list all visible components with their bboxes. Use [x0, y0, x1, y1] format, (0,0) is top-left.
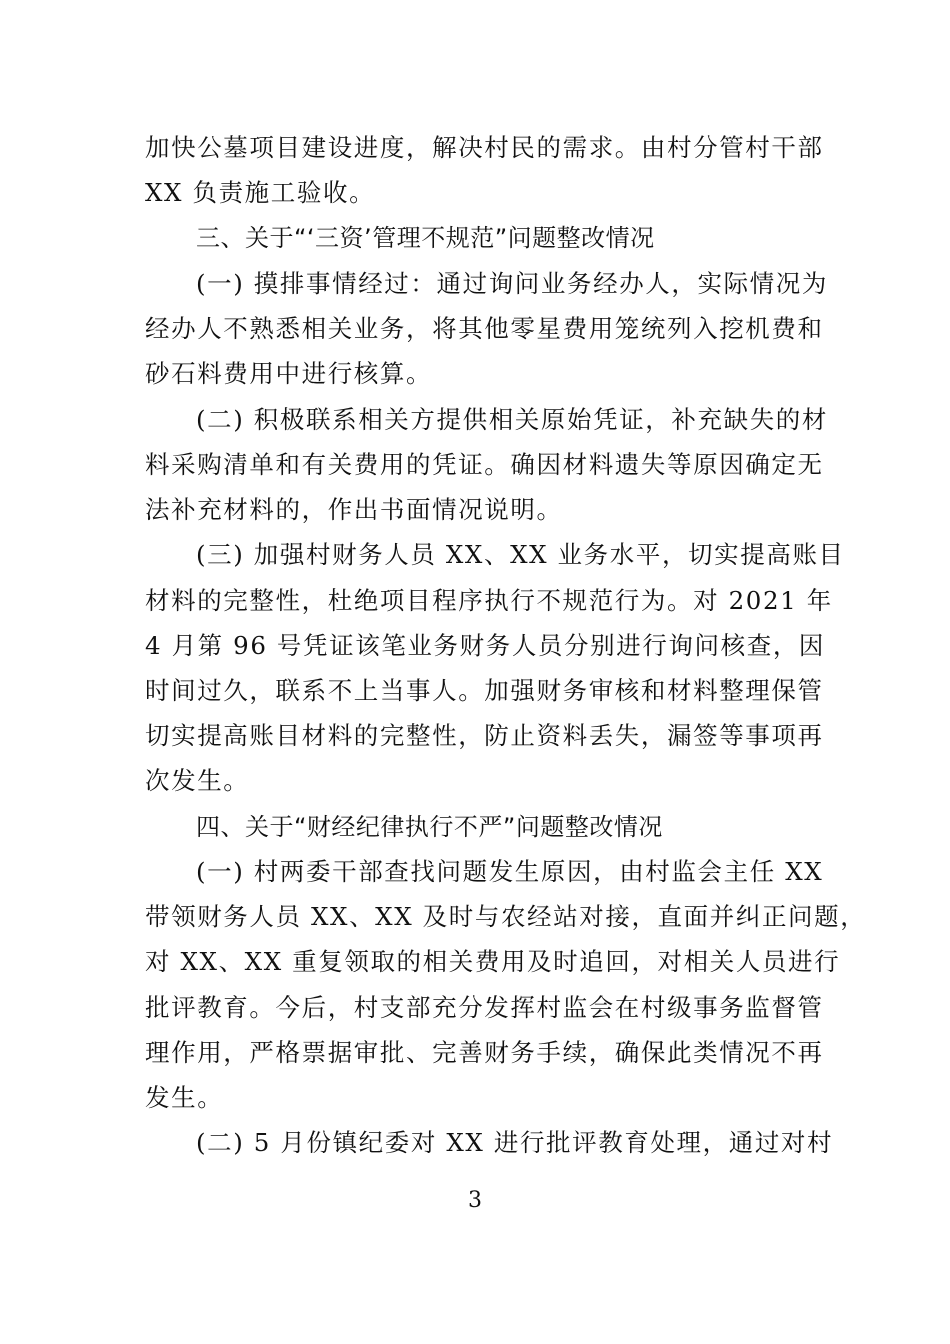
body-text-line: 4 月第 96 号凭证该笔业务财务人员分别进行询问核查，因: [145, 631, 826, 660]
body-text-line: 带领财务人员 XX、XX 及时与农经站对接，直面并纠正问题，: [145, 902, 867, 931]
body-text-line: (三) 加强村财务人员 XX、XX 业务水平，切实提高账目: [196, 540, 845, 569]
body-text-line: 法补充材料的，作出书面情况说明。: [145, 495, 563, 524]
body-text-line: (一) 摸排事情经过：通过询问业务经办人，实际情况为: [196, 269, 829, 298]
body-text-line: 次发生。: [145, 766, 250, 795]
page-number: 3: [468, 1188, 482, 1213]
body-text-line: (一) 村两委干部查找问题发生原因，由村监会主任 XX: [196, 857, 824, 886]
section-heading-3: 三、关于“‘三资’管理不规范”问题整改情况: [196, 224, 655, 252]
body-text-line: 材料的完整性，杜绝项目程序执行不规范行为。对 2021 年: [145, 586, 833, 615]
body-text-line: 发生。: [145, 1083, 224, 1112]
body-text-line: 理作用，严格票据审批、完善财务手续，确保此类情况不再: [145, 1038, 824, 1067]
body-text-line: XX 负责施工验收。: [145, 178, 376, 207]
body-text-line: 料采购清单和有关费用的凭证。确因材料遗失等原因确定无: [145, 450, 824, 479]
body-text-line: (二) 5 月份镇纪委对 XX 进行批评教育处理，通过对村: [196, 1128, 834, 1157]
body-text-line: 时间过久，联系不上当事人。加强财务审核和材料整理保管: [145, 676, 824, 705]
body-text-line: 砂石料费用中进行核算。: [145, 359, 433, 388]
body-text-line: 加快公墓项目建设进度，解决村民的需求。由村分管村干部: [145, 133, 824, 162]
body-text-line: 经办人不熟悉相关业务，将其他零星费用笼统列入挖机费和: [145, 314, 824, 343]
body-text-line: 对 XX、XX 重复领取的相关费用及时追回，对相关人员进行: [145, 947, 841, 976]
body-text-line: 批评教育。今后，村支部充分发挥村监会在村级事务监督管: [145, 993, 824, 1022]
section-heading-4: 四、关于“财经纪律执行不严”问题整改情况: [196, 813, 663, 841]
body-text-line: 切实提高账目材料的完整性，防止资料丢失，漏签等事项再: [145, 721, 824, 750]
body-text-line: (二) 积极联系相关方提供相关原始凭证，补充缺失的材: [196, 405, 829, 434]
